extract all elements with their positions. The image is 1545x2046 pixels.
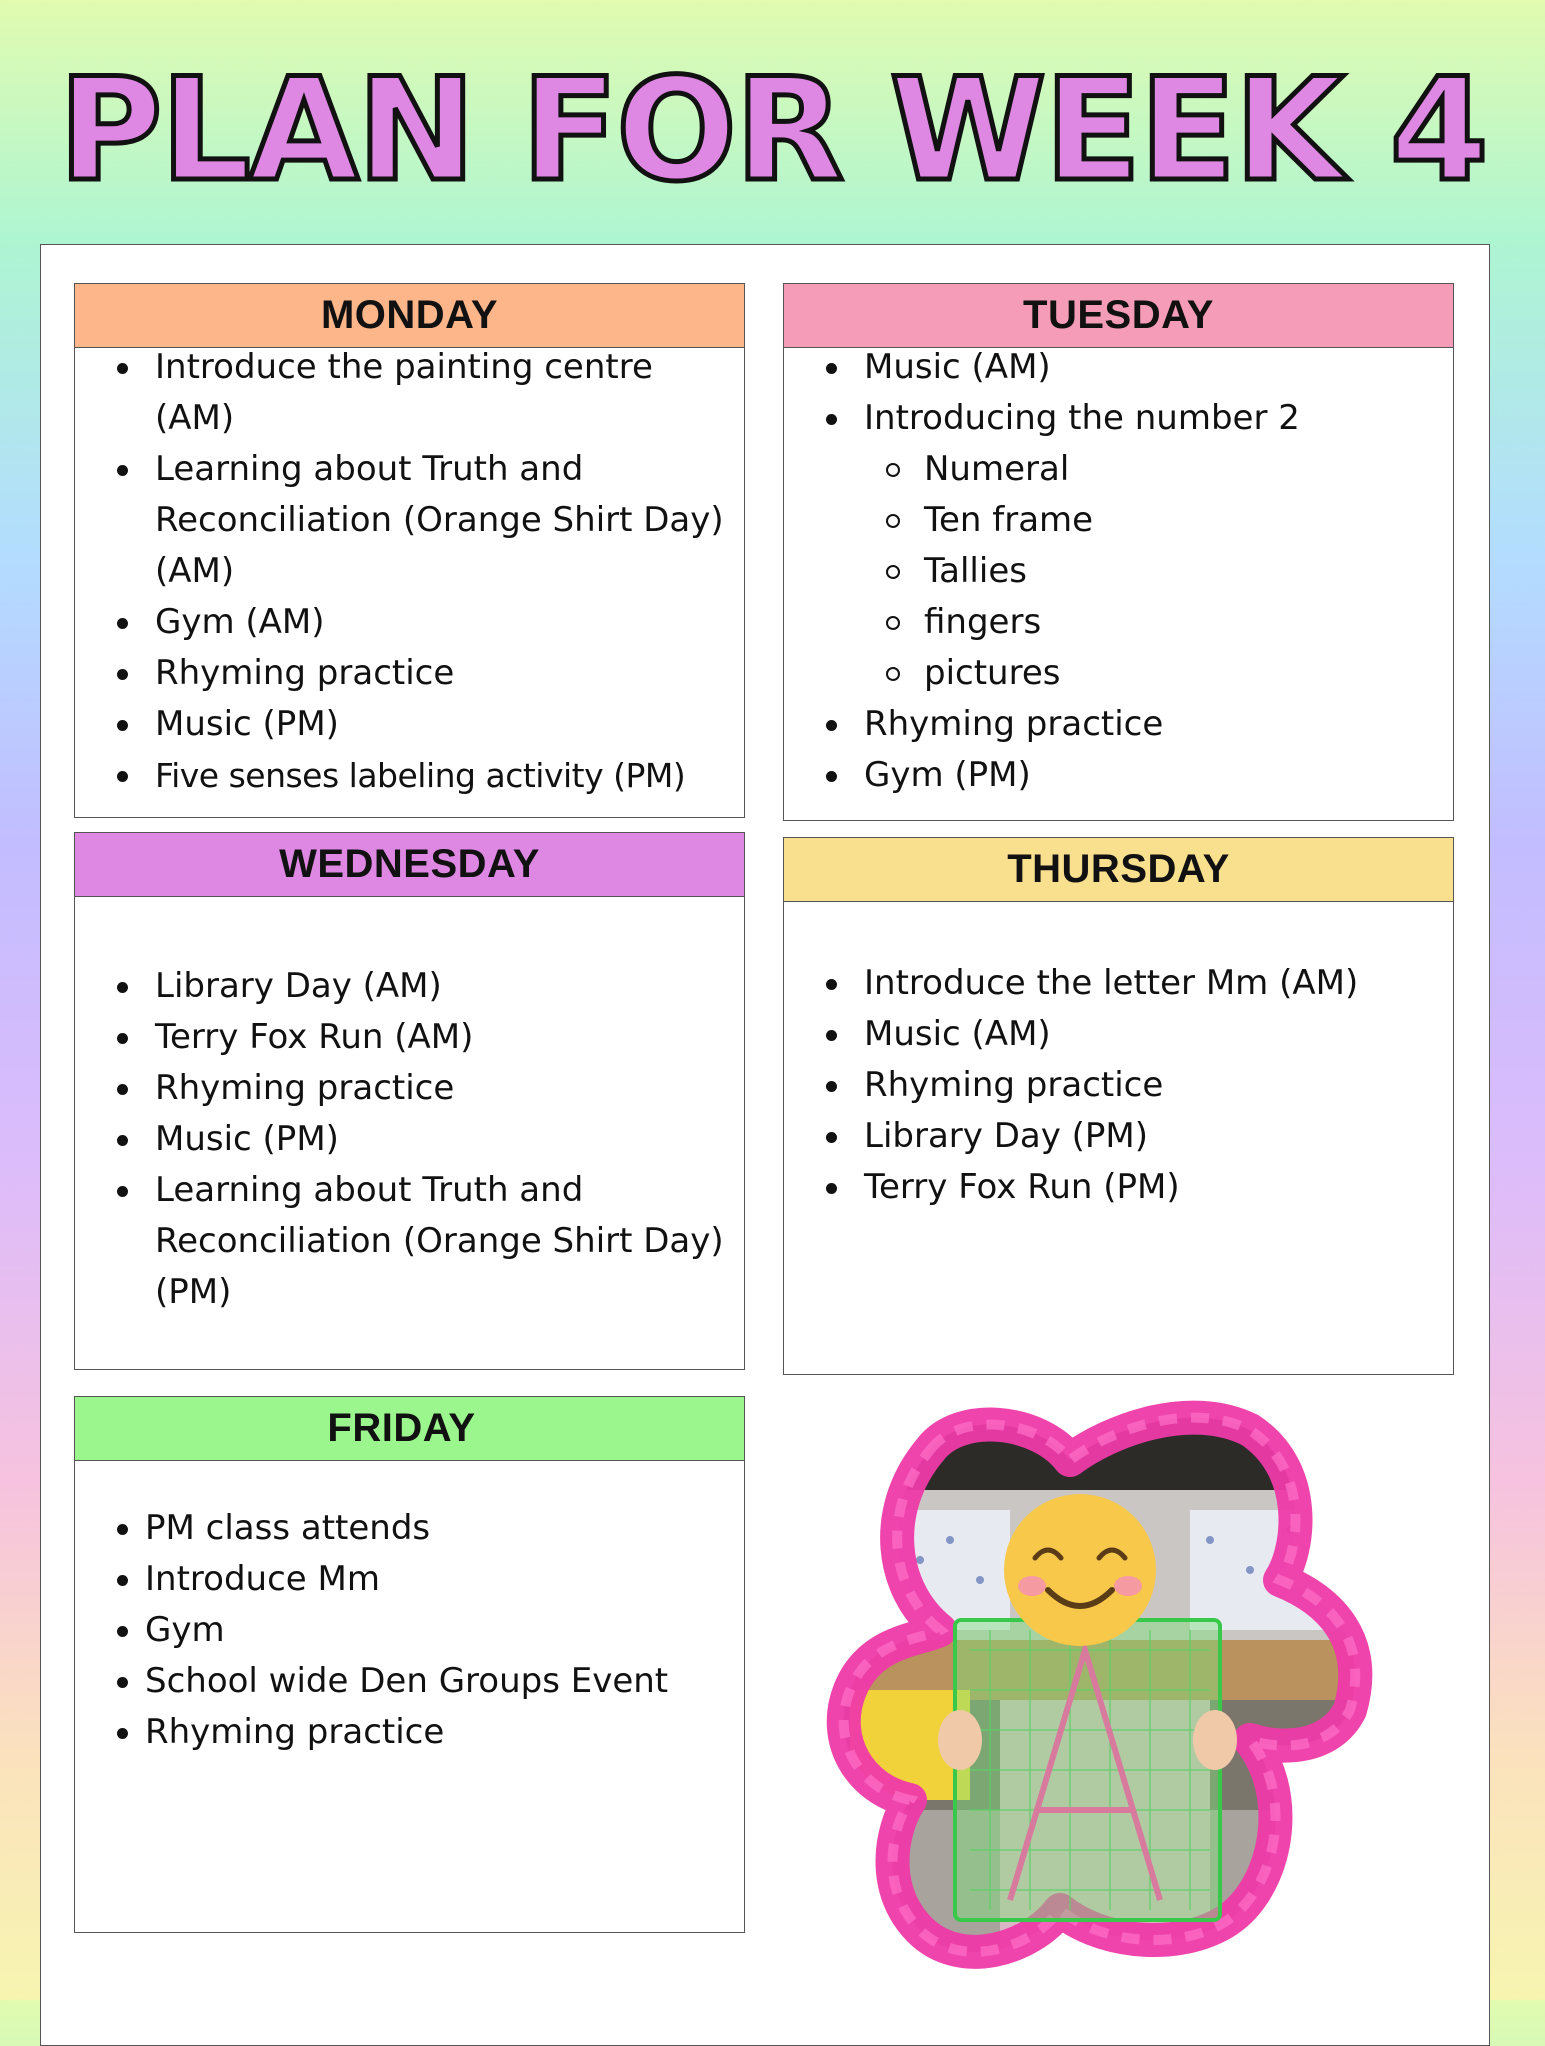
page-title: PLAN FOR WEEK 4	[58, 48, 1487, 213]
tuesday-list	[784, 342, 1453, 801]
wednesday-list	[75, 961, 725, 1318]
friday-header: FRIDAY	[75, 1397, 744, 1461]
list-item: Gym (PM)	[784, 750, 1453, 801]
tuesday-header: TUESDAY	[784, 284, 1453, 348]
monday-header: MONDAY	[75, 284, 744, 348]
list-item: Music (PM)	[75, 699, 725, 750]
list-item: Library Day (PM)	[784, 1111, 1453, 1162]
tuesday-card	[783, 283, 1454, 821]
monday-card	[74, 283, 745, 818]
list-item: Music (AM)	[784, 1009, 1453, 1060]
wednesday-header: WEDNESDAY	[75, 833, 744, 897]
list-item: Rhyming practice	[75, 1063, 725, 1114]
monday-list	[75, 342, 725, 801]
list-item: Music (AM)	[784, 342, 1453, 393]
sub-list-item: Tallies	[784, 546, 1453, 597]
list-item: Library Day (AM)	[75, 961, 725, 1012]
sub-list-item: Ten frame	[784, 495, 1453, 546]
list-item: Introduce the letter Mm (AM)	[784, 958, 1453, 1009]
list-item: Learning about Truth and Reconciliation (Orange Shirt Day) (PM)	[75, 1165, 725, 1318]
thursday-card	[783, 837, 1454, 1375]
list-item: School wide Den Groups Event	[75, 1656, 744, 1707]
list-item: Music (PM)	[75, 1114, 725, 1165]
sub-list-item: Numeral	[784, 444, 1453, 495]
list-item: Gym	[75, 1605, 744, 1656]
friday-list	[75, 1503, 744, 1758]
list-item: Rhyming practice	[784, 1060, 1453, 1111]
wednesday-card	[74, 832, 745, 1370]
list-item: Introduce Mm	[75, 1554, 744, 1605]
list-item: Rhyming practice	[75, 648, 725, 699]
list-item: Rhyming practice	[75, 1707, 744, 1758]
list-item: Terry Fox Run (AM)	[75, 1012, 725, 1063]
sub-list-item: fingers	[784, 597, 1453, 648]
list-item: Five senses labeling activity (PM)	[75, 750, 725, 801]
sub-list-item: pictures	[784, 648, 1453, 699]
list-item: Gym (AM)	[75, 597, 725, 648]
list-item: Terry Fox Run (PM)	[784, 1162, 1453, 1213]
thursday-list	[784, 958, 1453, 1213]
student-photo-graphic	[810, 1390, 1400, 1990]
list-item: Introducing the number 2	[784, 393, 1453, 444]
student-photo	[810, 1390, 1400, 1990]
list-item: PM class attends	[75, 1503, 744, 1554]
emoji-face-icon	[1004, 1494, 1156, 1646]
list-item: Learning about Truth and Reconciliation (Orange Shirt Day) (AM)	[75, 444, 725, 597]
list-item: Introduce the painting centre (AM)	[75, 342, 725, 444]
list-item: Rhyming practice	[784, 699, 1453, 750]
friday-card	[74, 1396, 745, 1933]
thursday-header: THURSDAY	[784, 838, 1453, 902]
